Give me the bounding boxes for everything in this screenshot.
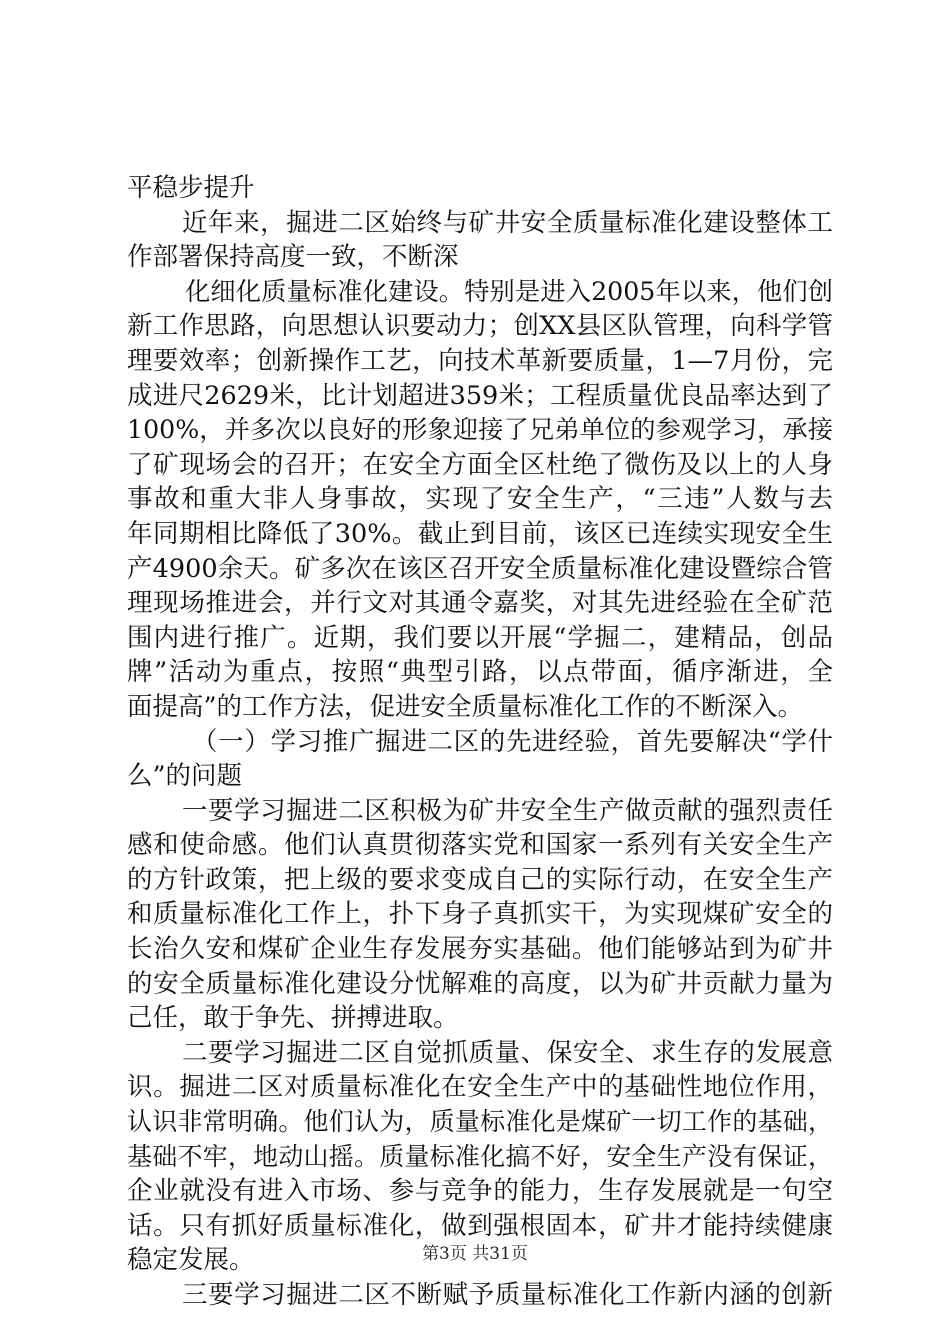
text-line: 牌”活动为重点，按照“典型引路，以点带面，循序渐进，全 [127, 657, 833, 688]
text-line: 认识非常明确。他们认为，质量标准化是煤矿一切工作的基础， [127, 1107, 833, 1137]
text-line: 围内进行推广。近期，我们要以开展“学掘二，建精品，创品 [127, 622, 833, 653]
text-line: 了矿现场会的召开；在安全方面全区杜绝了微伤及以上的人身 [127, 449, 833, 480]
text-line: 面提高”的工作方法，促进安全质量标准化工作的不断深入。 [127, 691, 804, 722]
text-line: 年同期相比降低了30%。截止到目前，该区已连续实现安全生 [127, 518, 833, 549]
text-line: 一要学习掘进二区积极为矿井安全生产做贡献的强烈责任 [182, 795, 833, 826]
text-line: 平稳步提升 [127, 173, 255, 203]
text-line: 二要学习掘进二区自觉抓质量、保安全、求生存的发展意 [182, 1037, 833, 1068]
text-line: 基础不牢，地动山摇。质量标准化搞不好，安全生产没有保证， [127, 1141, 833, 1171]
text-line: 近年来，掘进二区始终与矿井安全质量标准化建设整体工 [182, 207, 833, 238]
text-line: 己任，敢于争先、拼搏进取。 [127, 1003, 459, 1034]
text-line: 作部署保持高度一致，不断深 [127, 242, 459, 273]
text-line: 稳定发展。 [127, 1245, 255, 1276]
text-line: 新工作思路，向思想认识要动力；创XX县区队管理，向科学管 [127, 311, 833, 342]
page-number-footer: 第3页 共31页 [422, 1244, 528, 1264]
text-line: 三要学习掘进二区不断赋予质量标准化工作新内涵的创新 [182, 1280, 833, 1310]
section-heading: （一）学习推广掘进二区的先进经验，首先要解决“学什 [192, 726, 833, 757]
text-line: 话。只有抓好质量标准化，做到强根固本，矿井才能持续健康 [127, 1210, 833, 1241]
document-body [127, 171, 833, 1313]
text-line: 100%，并多次以良好的形象迎接了兄弟单位的参观学习，承接 [127, 415, 833, 445]
text-line: 的安全质量标准化建设分忧解难的高度，以为矿井贡献力量为 [127, 968, 833, 999]
text-line: 事故和重大非人身事故，实现了安全生产，“三违”人数与去 [127, 484, 833, 515]
text-line: 产4900余天。矿多次在该区召开安全质量标准化建设暨综合管 [127, 553, 833, 584]
text-line: 企业就没有进入市场、参与竞争的能力，生存发展就是一句空 [127, 1176, 833, 1207]
text-line: 和质量标准化工作上，扑下身子真抓实干，为实现煤矿安全的 [127, 899, 833, 930]
text-line: 理要效率；创新操作工艺，向技术革新要质量，1—7月份，完 [127, 345, 833, 376]
text-line: 理现场推进会，并行文对其通令嘉奖，对其先进经验在全矿范 [127, 588, 833, 619]
section-heading-continued: 么”的问题 [127, 761, 243, 792]
text-line: 化细化质量标准化建设。特别是进入2005年以来，他们创 [185, 276, 833, 306]
text-line: 成进尺2629米，比计划超进359米；工程质量优良品率达到了 [127, 380, 833, 411]
text-line: 长治久安和煤矿企业生存发展夯实基础。他们能够站到为矿井 [127, 934, 833, 965]
text-line: 感和使命感。他们认真贯彻落实党和国家一系列有关安全生产 [127, 830, 833, 861]
text-line: 识。掘进二区对质量标准化在安全生产中的基础性地位作用， [127, 1072, 833, 1103]
text-line: 的方针政策，把上级的要求变成自己的实际行动，在安全生产 [127, 864, 833, 895]
